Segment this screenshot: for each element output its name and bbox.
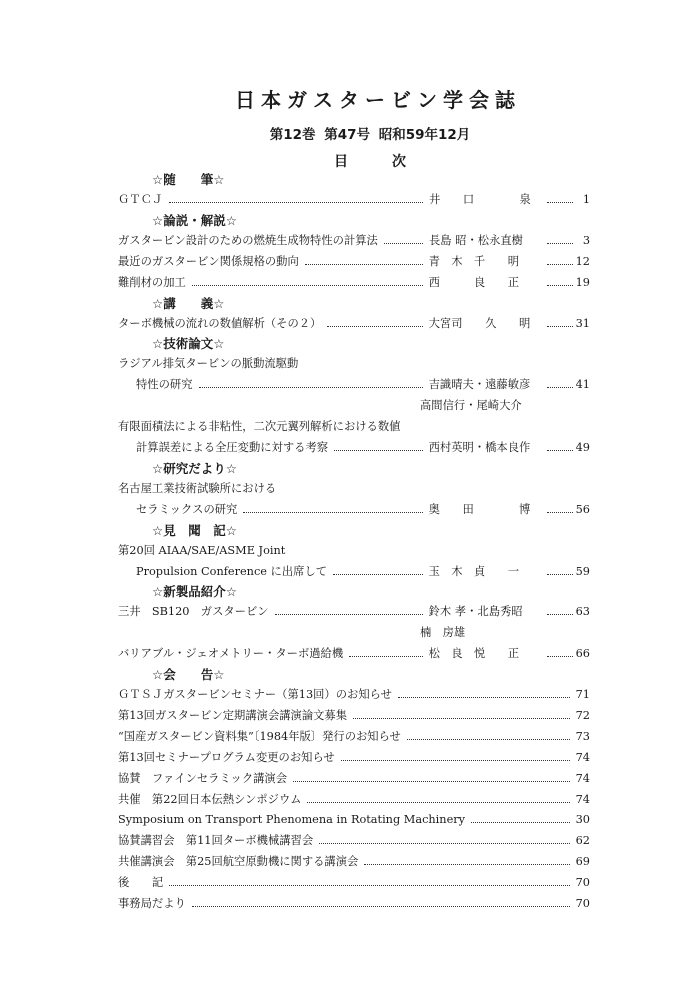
dot-leader [307,802,569,803]
toc-title-line: 有限面積法による非粘性，二次元翼列解析における数値 [118,420,401,434]
toc-entry-page: 70 [575,876,590,890]
toc-entry-page: 73 [575,729,590,743]
toc-entry-title: 事務局だより [118,897,186,911]
toc-entry[interactable] [118,252,590,273]
dot-leader [192,906,570,907]
section-heading: ☆講 義☆ [152,295,225,311]
section-heading: ☆技術論文☆ [152,336,225,352]
toc-entry-author: 井 口 泉 [429,193,531,206]
dot-leader [333,574,423,575]
dot-leader [192,285,423,286]
toc-entry-title: 最近のガスタービン関係規格の動向 [118,254,299,268]
dot-leader [334,450,423,451]
toc-entry[interactable] [118,231,590,252]
toc-entry-title: 後 記 [118,876,164,890]
toc-entry-title: ＧＴＣＪ [118,193,164,206]
toc-entry-title: ターボ機械の流れの数値解析（その２） [118,316,322,330]
toc-entry[interactable] [118,438,590,459]
toc-entry-page: 56 [575,502,590,516]
dot-leader [547,614,573,615]
toc-entry-title: ＧＴＳＪガスタービンセミナー（第13回）のお知らせ [118,688,392,702]
toc-entry[interactable] [118,375,590,396]
toc-entry-author: 鈴木 孝・北島秀昭 [428,605,523,619]
toc-entry-author: 西村英明・橋本良作 [428,441,531,455]
contents-heading-left: 目 [334,154,348,170]
dot-leader [547,285,573,286]
toc-entry-page: 12 [575,254,590,268]
dot-leader [547,326,573,327]
toc-title-line: 名古屋工業技術試験所における [118,481,277,495]
toc-entry-page: 62 [575,834,590,848]
toc-entry-title: 協賛 ファインセラミック講演会 [118,771,288,785]
toc-title-line: 第20回 AIAA/SAE/ASME Joint [118,543,286,557]
toc-entry-page: 30 [575,813,590,827]
dot-leader [547,264,573,265]
dot-leader [547,574,573,575]
dot-leader [199,387,423,388]
dot-leader [471,822,570,823]
toc-entry-page: 69 [575,855,590,869]
toc-entry-page: 74 [575,771,590,785]
toc-entry-title: 共催講演会 第25回航空原動機に関する講演会 [118,855,359,869]
dot-leader [547,512,573,513]
toc-entry[interactable] [118,810,590,831]
toc-entry-page: 74 [575,750,590,764]
toc-entry-author: 玉 木 貞 一 [428,564,520,578]
toc-entry-page: 70 [575,897,590,911]
toc-entry-title: 第13回セミナープログラム変更のお知らせ [118,750,335,764]
toc-entry[interactable] [118,894,590,915]
toc-entry-page: 66 [575,647,590,661]
dot-leader [319,843,569,844]
toc-entry[interactable] [118,727,590,748]
dot-leader [398,697,570,698]
toc-entry-author: 大宮司 久 明 [428,316,531,330]
toc-entry-page: 74 [575,792,590,806]
section-heading: ☆論説・解説☆ [152,212,237,228]
toc-entry[interactable] [118,790,590,811]
toc-entry[interactable] [118,314,590,335]
section-heading: ☆新製品紹介☆ [152,584,237,600]
toc-entry-title: Symposium on Transport Phenomena in Rotating Machinery [118,813,466,827]
toc-entry-author: 奥 田 博 [428,502,531,516]
toc-entry[interactable] [118,273,590,294]
toc-title-line: ラジアル排気タービンの脈動流駆動 [118,357,299,371]
dot-leader [353,718,570,719]
dot-leader [341,760,570,761]
toc-entry[interactable] [118,644,590,665]
toc-entry-author: 松 良 悦 正 [428,647,520,661]
toc-entry[interactable] [118,500,590,521]
masthead [0,84,700,171]
dot-leader [349,656,422,657]
section-heading: ☆見 聞 記☆ [152,522,237,538]
toc-entry-title: セラミックスの研究 [136,502,238,516]
toc-entry-page: 72 [575,709,590,723]
journal-title: 日本ガスタービン学会誌 [235,88,521,112]
dot-leader [547,202,573,203]
dot-leader [547,243,573,244]
toc-entry-title: 第13回ガスタービン定期講演会講演論文募集 [118,709,348,723]
section-heading: ☆会 告☆ [152,667,225,683]
toc-entry-page: 31 [575,316,590,330]
toc-entry-title: 難削材の加工 [118,275,186,289]
toc-coauthors: 楠 房雄 [420,626,466,640]
toc-entry-author: 西 良 正 [428,275,520,289]
toc-entry-title: Propulsion Conference に出席して [136,564,328,578]
toc-entry-page: 49 [575,441,590,455]
toc-entry[interactable] [118,852,590,873]
toc-entry[interactable] [118,685,590,706]
contents-heading-right: 次 [392,154,406,170]
toc-entry-author: 吉識晴夫・遠藤敏彦 [428,378,531,392]
dot-leader [305,264,423,265]
dot-leader [547,387,573,388]
toc-entry-title: 特性の研究 [136,378,193,392]
toc-entry[interactable] [118,873,590,894]
toc-entry-author: 長島 昭・松永直樹 [429,233,523,247]
dot-leader [169,202,423,203]
dot-leader [547,656,573,657]
toc-entry-title: 計算誤差による全圧変動に対する考察 [136,441,329,455]
toc-entry[interactable] [118,602,590,623]
toc-entry-title: “国産ガスタービン資料集”〔1984年版〕発行のお知らせ [118,729,401,743]
dot-leader [407,739,570,740]
dot-leader [293,781,570,782]
dot-leader [364,864,569,865]
toc-coauthors: 高間信行・尾崎大介 [420,399,522,413]
section-heading: ☆随 筆☆ [152,172,225,187]
dot-leader [243,512,422,513]
toc-entry-page: 41 [575,378,590,392]
contents-heading [40,151,700,171]
toc-entry-page: 19 [575,275,590,289]
toc-entry[interactable] [118,748,590,769]
toc-entry-title: 協賛講習会 第11回ターボ機械講習会 [118,834,314,848]
toc-entry[interactable] [118,562,590,583]
toc-entry-page: 1 [582,193,590,206]
toc-entry-title: 三井 SB120 ガスタービン [118,605,269,619]
toc-entry[interactable] [118,190,590,211]
dot-leader [384,243,423,244]
toc-entry-page: 59 [575,564,590,578]
toc-entry-title: 共催 第22回日本伝熱シンポジウム [118,792,302,806]
issue-line: 第12巻 第47号 昭和59年12月 [269,127,471,143]
toc-entry[interactable] [118,769,590,790]
section-heading: ☆研究だより☆ [152,460,237,476]
table-of-contents [118,170,590,915]
toc-entry[interactable] [118,831,590,852]
dot-leader [169,885,569,886]
toc-entry[interactable] [118,706,590,727]
dot-leader [275,614,423,615]
toc-entry-author: 青 木 千 明 [428,254,520,268]
toc-entry-page: 3 [582,233,590,247]
toc-entry-title: バリアブル・ジェオメトリー・ターボ過給機 [118,647,344,661]
toc-entry-title: ガスタービン設計のための燃焼生成物特性の計算法 [118,233,378,247]
toc-entry-page: 63 [575,605,590,619]
dot-leader [327,326,422,327]
toc-entry-page: 71 [575,688,590,702]
dot-leader [547,450,573,451]
